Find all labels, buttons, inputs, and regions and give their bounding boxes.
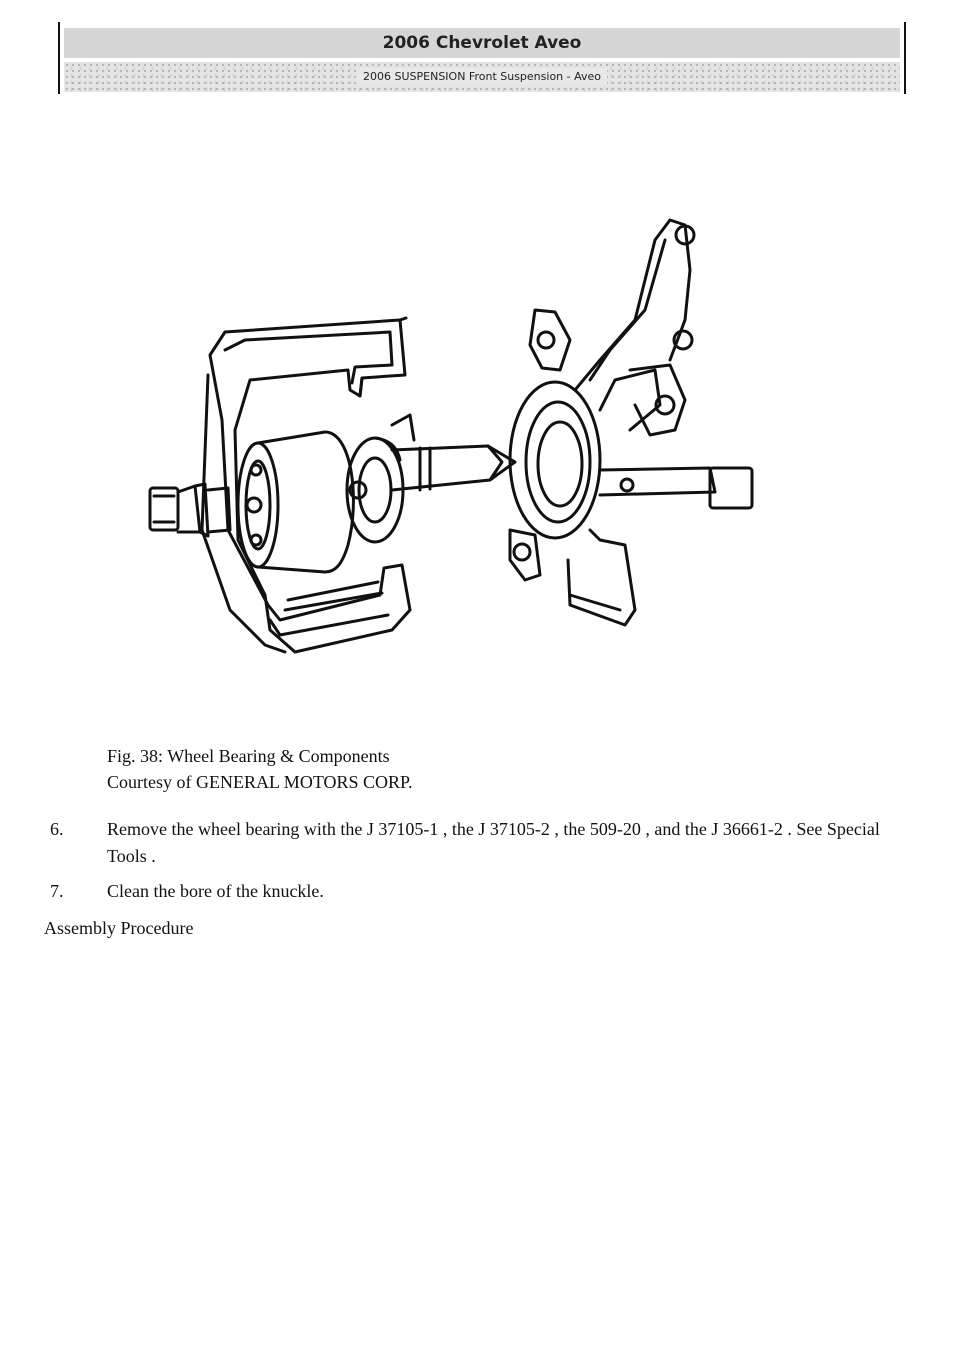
section-heading: Assembly Procedure <box>44 918 194 938</box>
document-subtitle-bar <box>64 62 900 92</box>
procedure-steps <box>50 816 900 913</box>
figure-caption-credit: Courtesy of GENERAL MOTORS CORP. <box>107 772 413 792</box>
steering-knuckle <box>510 220 752 625</box>
wheel-bearing-illustration <box>130 200 770 670</box>
page-header <box>58 22 906 94</box>
forcing-screw <box>150 484 230 536</box>
figure-caption-title: Fig. 38: Wheel Bearing & Components <box>107 746 390 766</box>
step-number: 6. <box>50 819 64 839</box>
step-number: 7. <box>50 881 64 901</box>
figure-caption <box>107 743 413 795</box>
step-text: Clean the bore of the knuckle. <box>107 881 324 901</box>
bearing-remover-adapter <box>347 415 515 542</box>
step-6 <box>50 816 900 870</box>
document-title: 2006 Chevrolet Aveo <box>64 28 900 58</box>
document-subtitle: 2006 SUSPENSION Front Suspension - Aveo <box>357 68 607 85</box>
c-frame-puller <box>202 318 410 652</box>
header-left-rule <box>58 22 60 94</box>
header-right-rule <box>904 22 906 94</box>
step-7 <box>50 878 900 905</box>
receiver-cup <box>238 432 353 572</box>
step-text: Remove the wheel bearing with the J 37105-1 , the J 37105-2 , the 509-20 , and the J 36661-2 . See Special Tools . <box>107 819 880 866</box>
